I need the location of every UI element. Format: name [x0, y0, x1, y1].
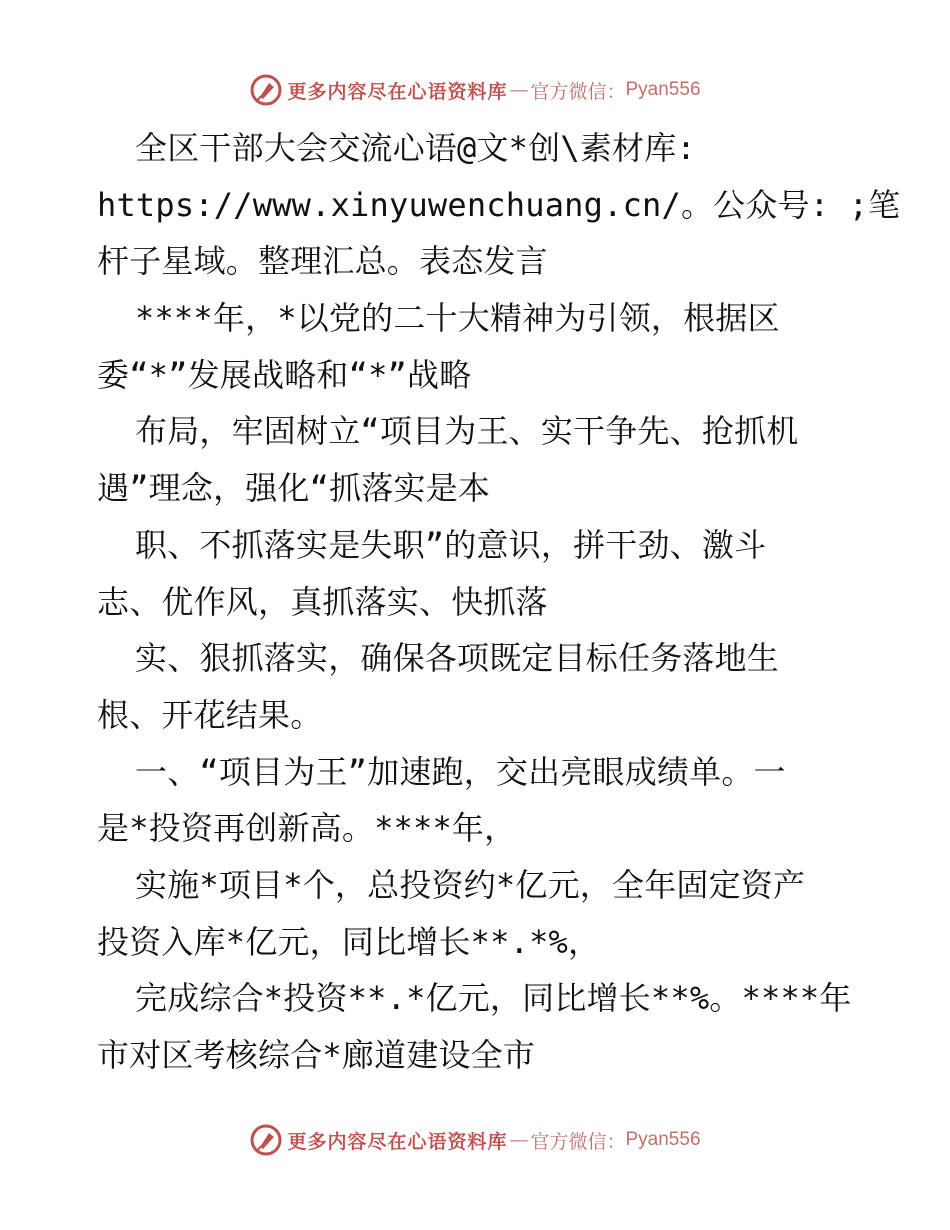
watermark-dash: —: [509, 79, 529, 101]
watermark-brand-text: 更多内容尽在心语资料库: [287, 1130, 508, 1153]
body-line: 市对区考核综合*廊道建设全市: [97, 1036, 536, 1074]
body-line: ****年，*以党的二十大精神为引领，根据区: [135, 299, 780, 338]
body-line: 完成综合*投资**.*亿元，同比增长**%。****年: [135, 979, 852, 1018]
watermark-wechat-label: 官方微信：: [530, 1130, 626, 1153]
body-line: 全区干部大会交流心语@文*创\素材库:: [135, 129, 696, 167]
body-line: 是*投资再创新高。****年，: [97, 809, 517, 848]
watermark-wechat-id: Pyan556: [625, 1129, 701, 1150]
body-line: 委“*”发展战略和“*”战略: [97, 355, 472, 394]
pen-nib-logo-icon: [249, 1123, 283, 1157]
section-heading-line: 一、“项目为王”加速跑，交出亮眼成绩单。一: [135, 752, 786, 791]
body-line: 根、开花结果。: [97, 695, 323, 734]
body-line: 职、不抓落实是失职”的意识，拼干劲、激斗: [135, 525, 767, 564]
body-line: 布局，牢固树立“项目为王、实干争先、抢抓机: [135, 412, 799, 451]
body-line: 遇”理念，强化“抓落实是本: [97, 469, 491, 508]
watermark-brand-text: 更多内容尽在心语资料库: [287, 80, 508, 103]
pen-nib-logo-icon: [249, 73, 283, 107]
body-line-url: https://www.xinyuwenchuang.cn/。公众号: ;笔: [97, 185, 901, 224]
body-line: 投资入库*亿元，同比增长**.*%，: [97, 922, 601, 961]
footer-watermark: [0, 1120, 950, 1160]
document-body: [97, 120, 901, 1084]
body-line: 志、优作风，真抓落实、快抓落: [97, 582, 548, 621]
watermark-dash: —: [509, 1129, 529, 1151]
body-line: 实、狠抓落实，确保各项既定目标任务落地生: [135, 639, 780, 678]
watermark-wechat-label: 官方微信：: [530, 80, 626, 103]
body-line: 杆子星域。整理汇总。表态发言: [97, 242, 548, 281]
watermark-wechat-id: Pyan556: [625, 79, 701, 100]
body-line: 实施*项目*个，总投资约*亿元，全年固定资产: [135, 865, 806, 904]
header-watermark: [0, 70, 950, 110]
